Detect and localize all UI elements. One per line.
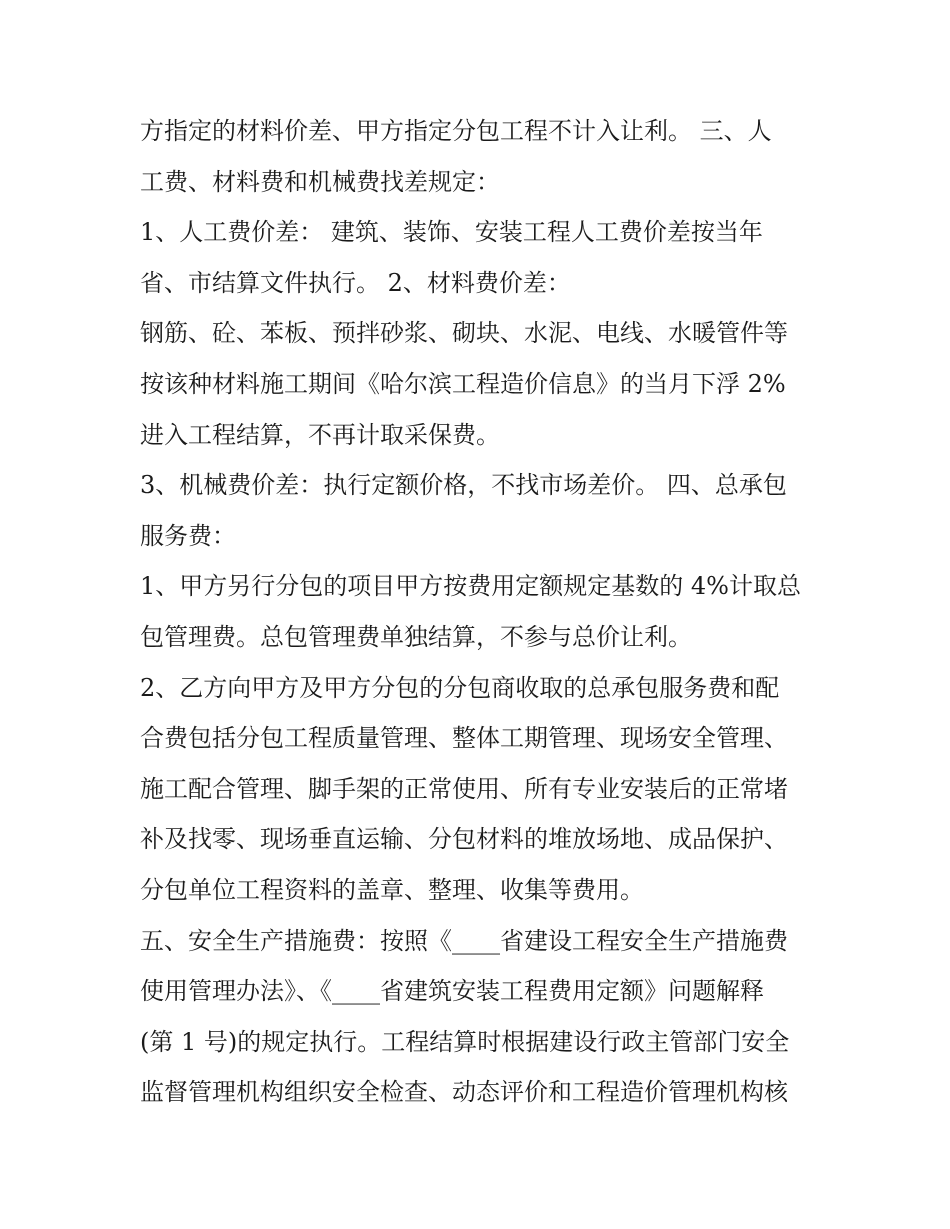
text-line: 补及找零、现场垂直运输、分包材料的堆放场地、成品保护、 <box>140 825 788 854</box>
text-line: 包管理费。总包管理费单独结算，不参与总价让利。 <box>140 622 692 651</box>
text-line: 分包单位工程资料的盖章、整理、收集等费用。 <box>140 875 644 904</box>
text-line: (第 1 号)的规定执行。工程结算时根据建设行政主管部门安全 <box>140 1027 790 1056</box>
text-line: 方指定的材料价差、甲方指定分包工程不计入让利。 三、人 <box>140 117 772 145</box>
text-line: 使用管理办法》、《____省建筑安装工程费用定额》问题解释 <box>140 977 764 1006</box>
body-text <box>140 106 830 1118</box>
text-line: 五、安全生产措施费：按照《____省建设工程安全生产措施费 <box>140 926 788 955</box>
text-line: 按该种材料施工期间《哈尔滨工程造价信息》的当月下浮 2% <box>140 369 786 398</box>
text-line: 服务费： <box>140 521 236 550</box>
text-line: 合费包括分包工程质量管理、整体工期管理、现场安全管理、 <box>140 724 788 753</box>
text-line: 施工配合管理、脚手架的正常使用、所有专业安装后的正常堵 <box>140 774 788 803</box>
text-line: 监督管理机构组织安全检查、动态评价和工程造价管理机构核 <box>140 1078 788 1107</box>
text-line: 1、人工费价差： 建筑、装饰、安装工程人工费价差按当年 <box>140 218 763 247</box>
text-line: 3、机械费价差：执行定额价格，不找市场差价。 四、总承包 <box>140 471 787 500</box>
text-line: 工费、材料费和机械费找差规定： <box>140 167 500 196</box>
text-line: 1、甲方另行分包的项目甲方按费用定额规定基数的 4%计取总 <box>140 572 801 601</box>
text-line: 进入工程结算，不再计取采保费。 <box>140 420 500 449</box>
text-line: 钢筋、砼、苯板、预拌砂浆、砌块、水泥、电线、水暖管件等 <box>140 319 788 348</box>
text-line: 省、市结算文件执行。 2、材料费价差： <box>140 268 571 297</box>
text-line: 2、乙方向甲方及甲方分包的分包商收取的总承包服务费和配 <box>140 673 780 702</box>
